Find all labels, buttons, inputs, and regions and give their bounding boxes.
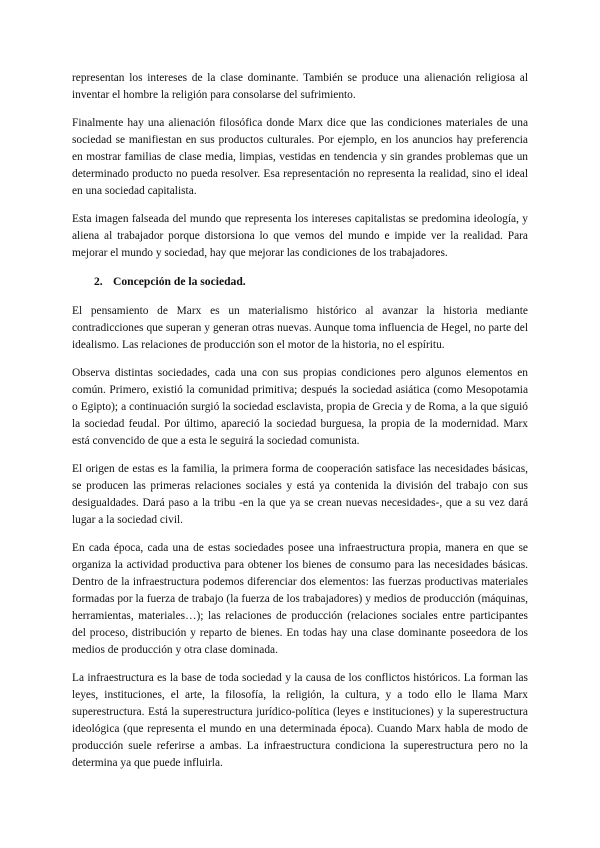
section-number: 2. <box>94 275 103 288</box>
paragraph-philosophical-alienation: Finalmente hay una alienación filosófica donde Marx dice que las condiciones materiales de una sociedad se manifiestan en sus productos culturales. Por ejemplo, en los anuncios hay preferencia en mostrar familias de clase media, limpias, vestidas en tendencia y sin grandes problemas que un determinado producto no pueda resolver. Esa representación no representa la realidad, sino el ideal en una sociedad capitalista. <box>72 117 528 197</box>
paragraph-religious-alienation: representan los intereses de la clase dominante. También se produce una alienación religiosa al inventar el hombre la religión para consolarse del sufrimiento. <box>72 72 528 101</box>
section-heading <box>72 273 528 290</box>
paragraph-historical-materialism: El pensamiento de Marx es un materialismo histórico al avanzar la historia mediante contradicciones que superan y generan otras nuevas. Aunque toma influencia de Hegel, no parte del idealismo. Las relaciones de producción son el motor de la historia, no el espíritu. <box>72 305 528 351</box>
paragraph-societies: Observa distintas sociedades, cada una con sus propias condiciones pero algunos elementos en común. Primero, existió la comunidad primitiva; después la sociedad asiática (como Mesopotamia o Egipto); a continuación surgió la sociedad esclavista, propia de Grecia y de Roma, a la que siguió la sociedad feudal. Por último, apareció la sociedad burguesa, la propia de la modernidad. Marx está convencido de que a esta le seguirá la sociedad comunista. <box>72 367 528 447</box>
paragraph-infrastructure: En cada época, cada una de estas sociedades posee una infraestructura propia, manera en que se organiza la actividad productiva para obtener los bienes de consumo para las necesidades básicas. Dentro de la infraestructura podemos diferenciar dos elementos: las fuerzas productivas materiales formadas por la fuerza de trabajo (la fuerza de los trabajadores) y medios de producción (máquinas, herramientas, materiales…); las relaciones de producción (relaciones sociales entre participantes del proceso, distribución y reparto de bienes. En todas hay una clase dominante poseedora de los medios de producción y otra clase dominada. <box>72 542 528 656</box>
paragraph-superstructure: La infraestructura es la base de toda sociedad y la causa de los conflictos históricos. La forman las leyes, instituciones, el arte, la filosofía, la religión, la cultura, y a todo ello le llama Marx superestructura. Está la superestructura jurídico-política (leyes e instituciones) y la superestructura ideológica (que representa el mundo en una determinada época). Cuando Marx habla de modo de producción suele referirse a ambas. La infraestructura condiciona la superestructura pero no la determina ya que puede influirla. <box>72 672 528 769</box>
section-title: Concepción de la sociedad. <box>113 275 246 288</box>
document-page <box>72 70 528 783</box>
paragraph-false-image: Esta imagen falseada del mundo que representa los intereses capitalistas se predomina ideología, y aliena al trabajador porque distorsiona lo que vemos del mundo e impide ver la realidad. Para mejorar el mundo y sociedad, hay que mejorar las condiciones de los trabajadores. <box>72 213 528 259</box>
paragraph-family-origin: El origen de estas es la familia, la primera forma de cooperación satisface las necesidades básicas, se producen las primeras relaciones sociales y está ya contenida la división del trabajo con sus desigualdades. Dará paso a la tribu -en la que ya se crean nuevas necesidades-, que a su vez dará lugar a la sociedad civil. <box>72 463 528 526</box>
